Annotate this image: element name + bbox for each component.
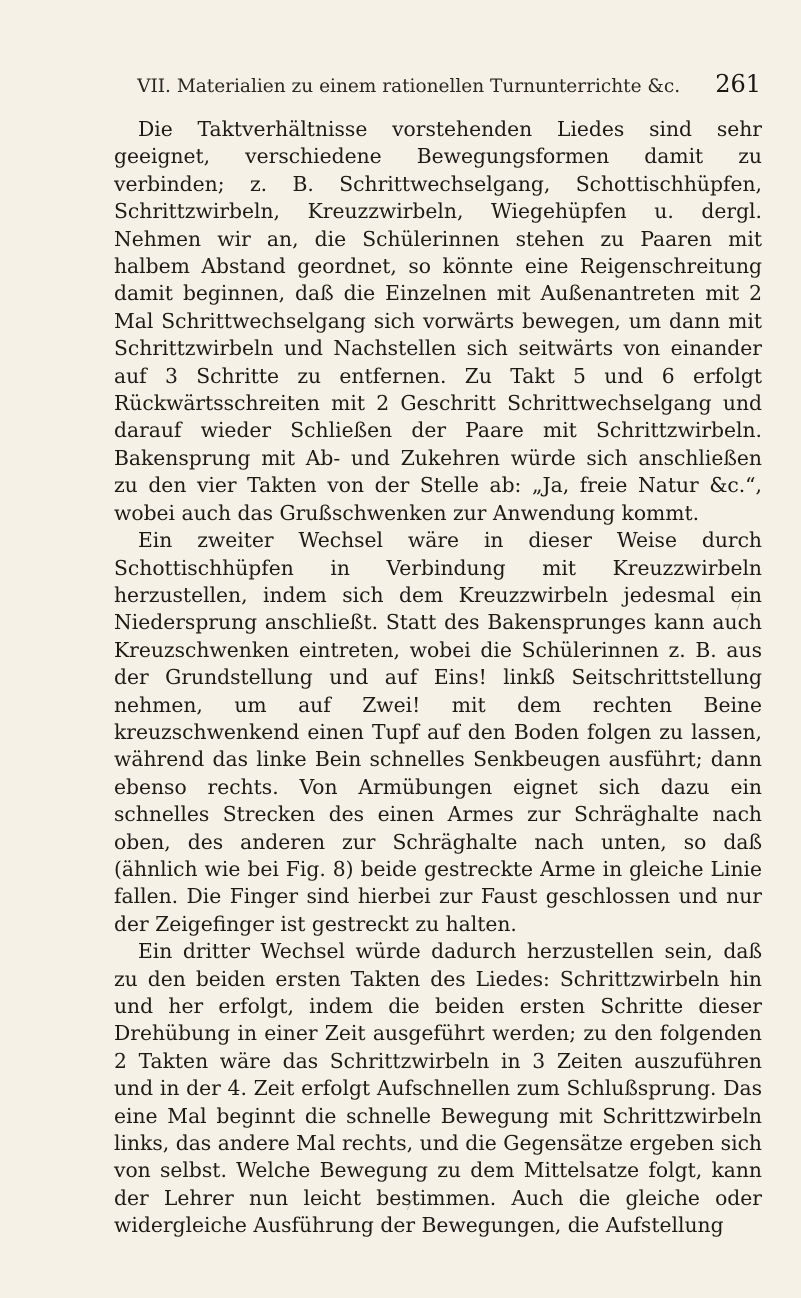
- chapter-title: VII. Materialien zu einem rationellen Turnunterrichte &c.: [137, 76, 681, 97]
- paragraph: Ein zweiter Wechsel wäre in dieser Weise durch Schottischhüpfen in Verbindung mit Kreuzzwirbeln herzustellen, indem sich dem Kreuzzwirbeln jedesmal ein Niedersprung anschließt. Statt des Bakensprunges kann auch Kreuzschwenken eintreten, wobei die Schülerinnen z. B. aus der Grundstellung und auf Eins! linkß Seitschrittstellung nehmen, um auf Zwei! mit dem rechten Beine kreuzschwenkend einen Tupf auf den Boden folgen zu lassen, während das linke Bein schnelles Senkbeugen ausführt; dann ebenso rechts. Von Armübungen eignet sich dazu ein schnelles Strecken des einen Armes zur Schräghalte nach oben, des anderen zur Schräghalte nach unten, so daß (ähnlich wie bei Fig. 8) beide gestreckte Arme in gleiche Linie fallen. Die Finger sind hierbei zur Faust geschlossen und nur der Zeigefinger ist gestreckt zu halten.: [114, 528, 762, 936]
- running-header: [114, 70, 761, 102]
- paragraph: Ein dritter Wechsel würde dadurch herzustellen sein, daß zu den beiden ersten Takten des Liedes: Schrittzwirbeln hin und her erfolgt, indem die beiden ersten Schritte dieser Drehübung in einer Zeit ausgeführt werden; zu den folgenden 2 Takten wäre das Schrittzwirbeln in 3 Zeiten auszuführen und in der 4. Zeit erfolgt Aufschnellen zum Schlußsprung. Das eine Mal beginnt die schnelle Bewegung mit Schrittzwirbeln links, das andere Mal rechts, und die Gegensätze ergeben sich von selbst. Welche Bewegung zu dem Mittelsatze folgt, kann der Lehrer nun leicht bestimmen. Auch die gleiche oder widergleiche Ausführung der Bewegungen, die Aufstellung: [114, 939, 762, 1238]
- body-text: [114, 116, 762, 1240]
- page-number: 261: [715, 70, 761, 98]
- paragraph: Die Taktverhältnisse vorstehenden Liedes sind sehr geeignet, verschiedene Bewegungsformen damit zu verbinden; z. B. Schrittwechselgang, Schottischhüpfen, Schrittzwirbeln, Kreuzzwirbeln, Wiegehüpfen u. dergl. Nehmen wir an, die Schülerinnen stehen zu Paaren mit halbem Abstand geordnet, so könnte eine Reigenschreitung damit beginnen, daß die Einzelnen mit Außenantreten mit 2 Mal Schrittwechselgang sich vorwärts bewegen, um dann mit Schrittzwirbeln und Nachstellen sich seitwärts von einander auf 3 Schritte zu entfernen. Zu Takt 5 und 6 erfolgt Rückwärtsschreiten mit 2 Geschritt Schrittwechselgang und darauf wieder Schließen der Paare mit Schrittzwirbeln. Bakensprung mit Ab- und Zukehren würde sich anschließen zu den vier Takten von der Stelle ab: „Ja, freie Natur &c.“, wobei auch das Grußschwenken zur Anwendung kommt.: [114, 117, 762, 525]
